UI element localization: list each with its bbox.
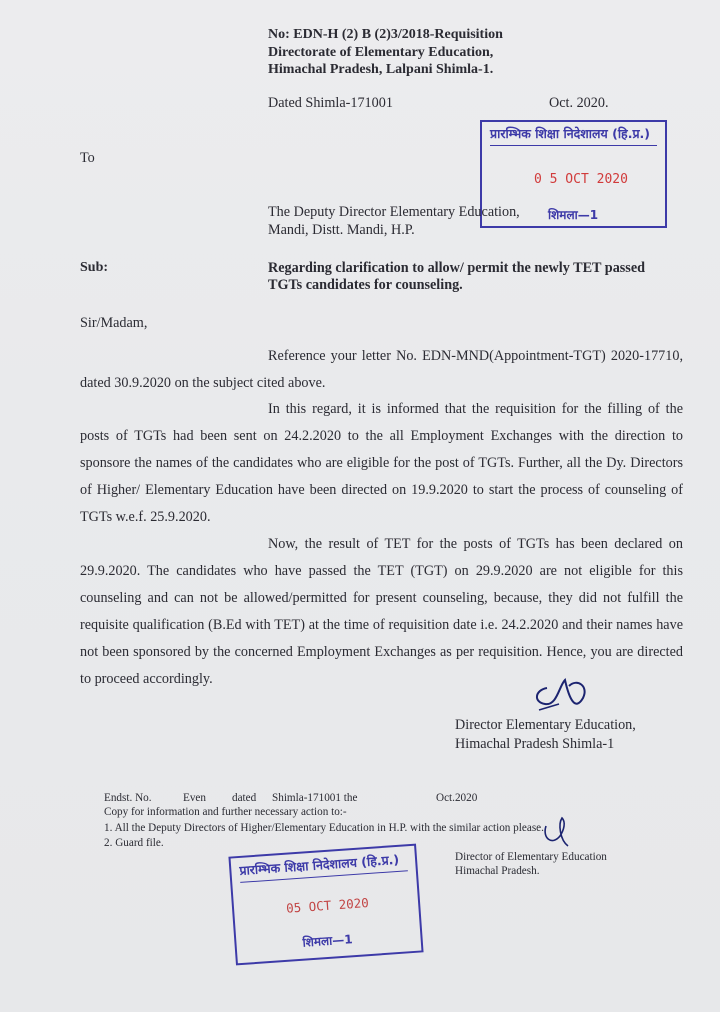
stamp-divider <box>490 145 657 146</box>
stamp-place: शिमला—1 <box>548 208 599 222</box>
letter-date: Oct. 2020. <box>549 95 609 111</box>
endorsement-item-1: 1. All the Deputy Directors of Higher/Elementary Education in H.P. with the similar action please. <box>104 822 544 834</box>
received-stamp-bottom <box>228 844 423 966</box>
reference-number: No: EDN-H (2) B (2)3/2018-Requisition <box>268 27 503 42</box>
dated-place: Dated Shimla-171001 <box>268 95 393 111</box>
endorsement-date: Oct.2020 <box>436 792 478 804</box>
director-signature <box>525 668 595 720</box>
paragraph-reference: Reference your letter No. EDN-MND(Appointment-TGT) 2020-17710, dated 30.9.2020 on the subject cited above. <box>80 348 683 391</box>
recipient-line-2: Mandi, Distt. Mandi, H.P. <box>268 222 415 238</box>
stamp-title: प्रारम्भिक शिक्षा निदेशालय (हि.प्र.) <box>238 851 400 878</box>
directorate-address: Himachal Pradesh, Lalpani Shimla-1. <box>268 62 494 77</box>
endorsement-item-2: 2. Guard file. <box>104 837 164 849</box>
subject-label: Sub: <box>80 260 109 275</box>
paragraph-tet-result: Now, the result of TET for the posts of TGTs has been declared on 29.9.2020. The candidates who have passed the TET (TGT) on 29.9.2020 are not eligible for this counseling and can not be allowed/permitted for present counseling, because, they did not fulfill the requisite qualification (B.Ed with TET) at the time of requisition date i.e. 24.2.2020 and their names have not been sponsored by the concerned Employment Exchanges as per requisition. Hence, you are directed to proceed accordingly. <box>80 536 683 687</box>
subject-line-2: TGTs candidates for counseling. <box>268 277 463 293</box>
endorsement-even: Even <box>183 792 206 804</box>
recipient-line-1: The Deputy Director Elementary Education, <box>268 204 520 220</box>
paragraph-requisition: In this regard, it is informed that the requisition for the filling of the posts of TGTs had been sent on 24.2.2020 to the all Employment Exchanges with the direction to sponsore the names of the candidates who are eligible for the post of TGTs. Further, all the Dy. Directors of Higher/ Elementary Education have been directed on 19.9.2020 to start the process of counseling of TGTs w.e.f. 25.9.2020. <box>80 401 683 525</box>
endorsement-number-label: Endst. No. <box>104 792 152 804</box>
stamp-date: 0 5 OCT 2020 <box>534 172 628 187</box>
endorsement-signature <box>538 812 580 856</box>
stamp-title: प्रारम्भिक शिक्षा निदेशालय (हि.प्र.) <box>490 126 651 141</box>
endorsement-place: Shimla-171001 the <box>272 792 358 804</box>
endorsement-signatory-title: Director of Elementary Education <box>455 851 607 863</box>
salutation: Sir/Madam, <box>80 315 148 331</box>
subject-line-1: Regarding clarification to allow/ permit the newly TET passed <box>268 260 646 276</box>
to-label: To <box>80 150 95 166</box>
signatory-title: Director Elementary Education, <box>455 717 636 733</box>
endorsement-dated: dated <box>232 792 257 804</box>
signatory-office: Himachal Pradesh Shimla-1 <box>455 736 615 752</box>
endorsement-copy-line: Copy for information and further necessary action to:- <box>104 806 347 818</box>
directorate-name: Directorate of Elementary Education, <box>268 45 494 60</box>
stamp-date: 05 OCT 2020 <box>285 895 370 916</box>
stamp-place: शिमला—1 <box>302 932 354 950</box>
endorsement-signatory-office: Himachal Pradesh. <box>455 865 540 877</box>
